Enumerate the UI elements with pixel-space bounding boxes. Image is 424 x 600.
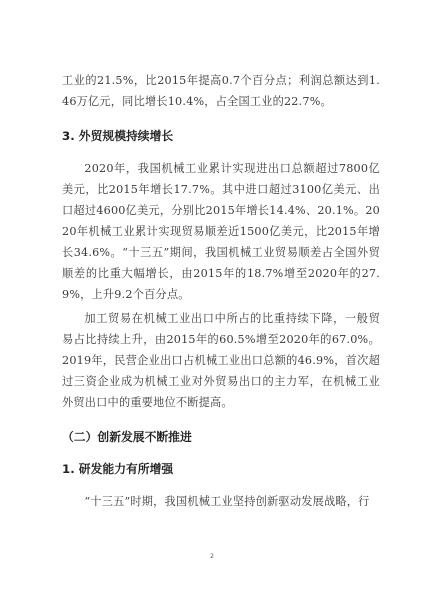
page-content bbox=[62, 70, 380, 512]
paragraph-profit-continued: 工业的21.5%，比2015年提高0.7个百分点；利润总额达到1.46万亿元，同比增长10.4%，占全国工业的22.7%。 bbox=[62, 74, 380, 108]
spacer bbox=[62, 147, 380, 158]
section-heading-innovation: （二）创新发展不断推进 bbox=[62, 430, 192, 444]
heading-foreign-trade-growth: 3. 外贸规模持续增长 bbox=[62, 129, 174, 143]
spacer bbox=[62, 448, 380, 459]
paragraph-rd: “十三五”时期，我国机械工业坚持创新驱动发展战略，行 bbox=[84, 495, 370, 508]
paragraph-processing-trade: 加工贸易在机械工业出口中所占的比重持续下降，一般贸易占比持续上升，由2015年的60.5%增至2020年的67.0%。2019年，民营企业出口占机械工业出口总额的46.9%，首次超过三资企业成为机械工业对外贸易出口的主力军，在机械工业外贸出口中的重要地位不断提高。 bbox=[62, 312, 380, 409]
spacer bbox=[62, 480, 380, 491]
spacer bbox=[62, 413, 380, 427]
page-number: 2 bbox=[210, 553, 214, 560]
paragraph-trade-total: 2020年，我国机械工业累计实现进出口总额超过7800亿美元，比2015年增长17.7%。其中进口超过3100亿美元、出口超过4600亿美元，分别比2015年增长14.4%、20.1%。2020年机械工业累计实现贸易顺差近1500亿美元，比2015年增长34.6%。“十三五”期间，我国机械工业贸易顺差占全国外贸顺差的比重大幅增长，由2015年的18.7%增至2020年的27.9%，上升9.2个百分点。 bbox=[62, 162, 380, 301]
heading-rd-capability: 1. 研发能力有所增强 bbox=[62, 462, 174, 476]
spacer bbox=[62, 112, 380, 126]
